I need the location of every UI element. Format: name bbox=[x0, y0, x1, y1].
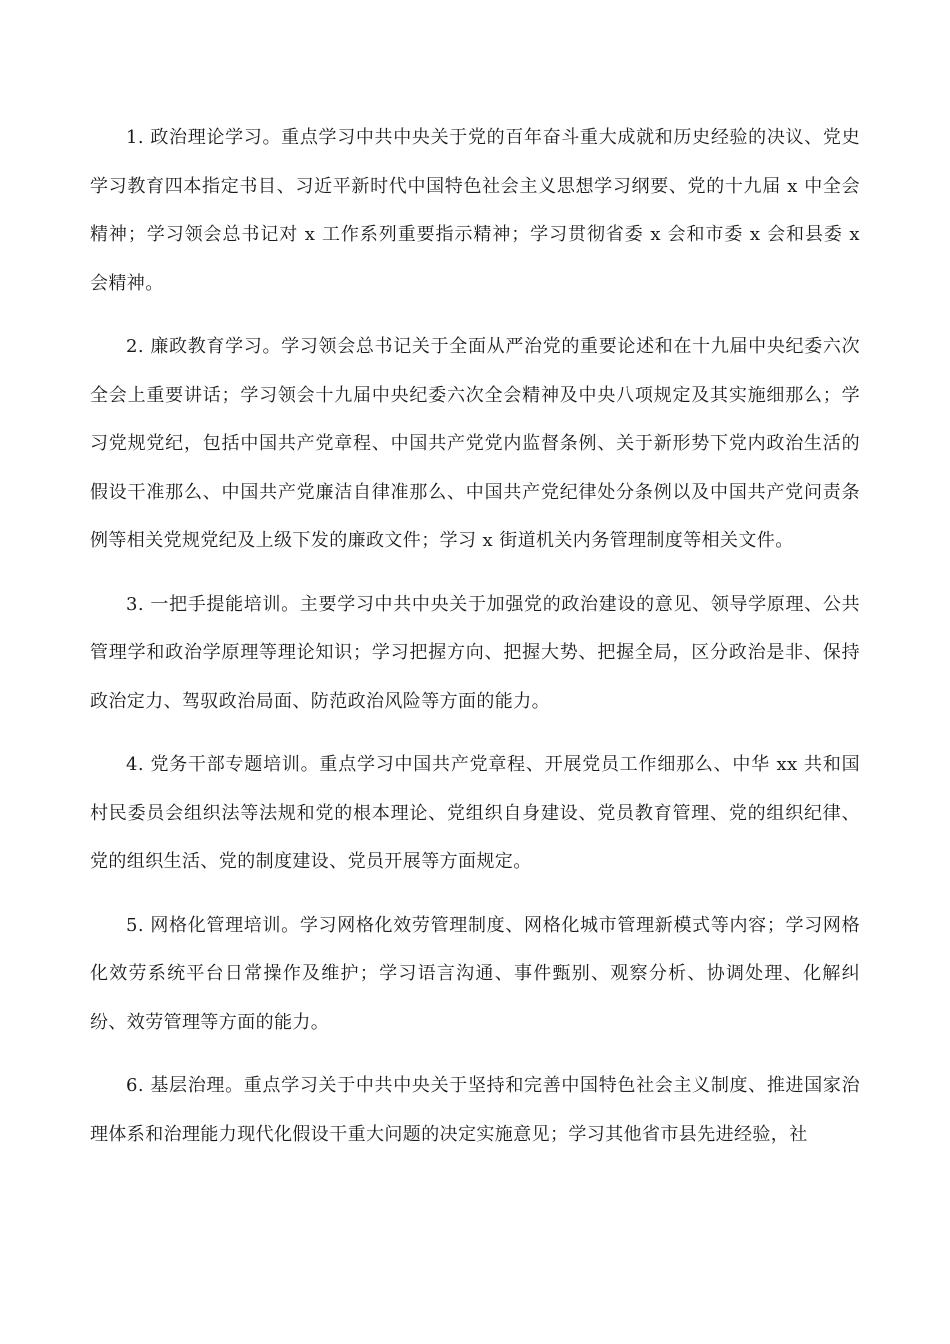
document-body bbox=[90, 114, 860, 1174]
paragraph-party-cadre-training: 4. 党务干部专题培训。重点学习中国共产党章程、开展党员工作细那么、中华 xx 共和国村民委员会组织法等法规和党的根本理论、党组织自身建设、党员教育管理、党的组织纪律、党的组织生活、党的制度建设、党员开展等方面规定。 bbox=[90, 754, 860, 872]
paragraph-grassroots-governance: 6. 基层治理。重点学习关于中共中央关于坚持和完善中国特色社会主义制度、推进国家治理体系和治理能力现代化假设干重大问题的决定实施意见；学习其他省市县先进经验，社 bbox=[90, 1075, 860, 1145]
paragraph-political-theory: 1. 政治理论学习。重点学习中共中央关于党的百年奋斗重大成就和历史经验的决议、党史学习教育四本指定书目、习近平新时代中国特色社会主义思想学习纲要、党的十九届 x 中全会精神；学习领会总书记对 x 工作系列重要指示精神；学习贯彻省委 x 会和市委 x 会和县委 x 会精神。 bbox=[90, 127, 860, 294]
paragraph-grid-management: 5. 网格化管理培训。学习网格化效劳管理制度、网格化城市管理新模式等内容；学习网格化效劳系统平台日常操作及维护；学习语言沟通、事件甄别、观察分析、协调处理、化解纠纷、效劳管理等方面的能力。 bbox=[90, 914, 860, 1033]
paragraph-integrity-education: 2. 廉政教育学习。学习领会总书记关于全面从严治党的重要论述和在十九届中央纪委六次全会上重要讲话；学习领会十九届中央纪委六次全会精神及中央八项规定及其实施细那么；学习党规党纪，包括中国共产党章程、中国共产党党内监督条例、关于新形势下党内政治生活的假设干准那么、中国共产党廉洁自律准那么、中国共产党纪律处分条例以及中国共产党问责条例等相关党规党纪及上级下发的廉政文件；学习 x 街道机关内务管理制度等相关文件。 bbox=[90, 336, 860, 551]
paragraph-leader-training: 3. 一把手提能培训。主要学习中共中央关于加强党的政治建设的意见、领导学原理、公共管理学和政治学原理等理论知识；学习把握方向、把握大势、把握全局，区分政治是非、保持政治定力、驾驭政治局面、防范政治风险等方面的能力。 bbox=[90, 593, 860, 712]
